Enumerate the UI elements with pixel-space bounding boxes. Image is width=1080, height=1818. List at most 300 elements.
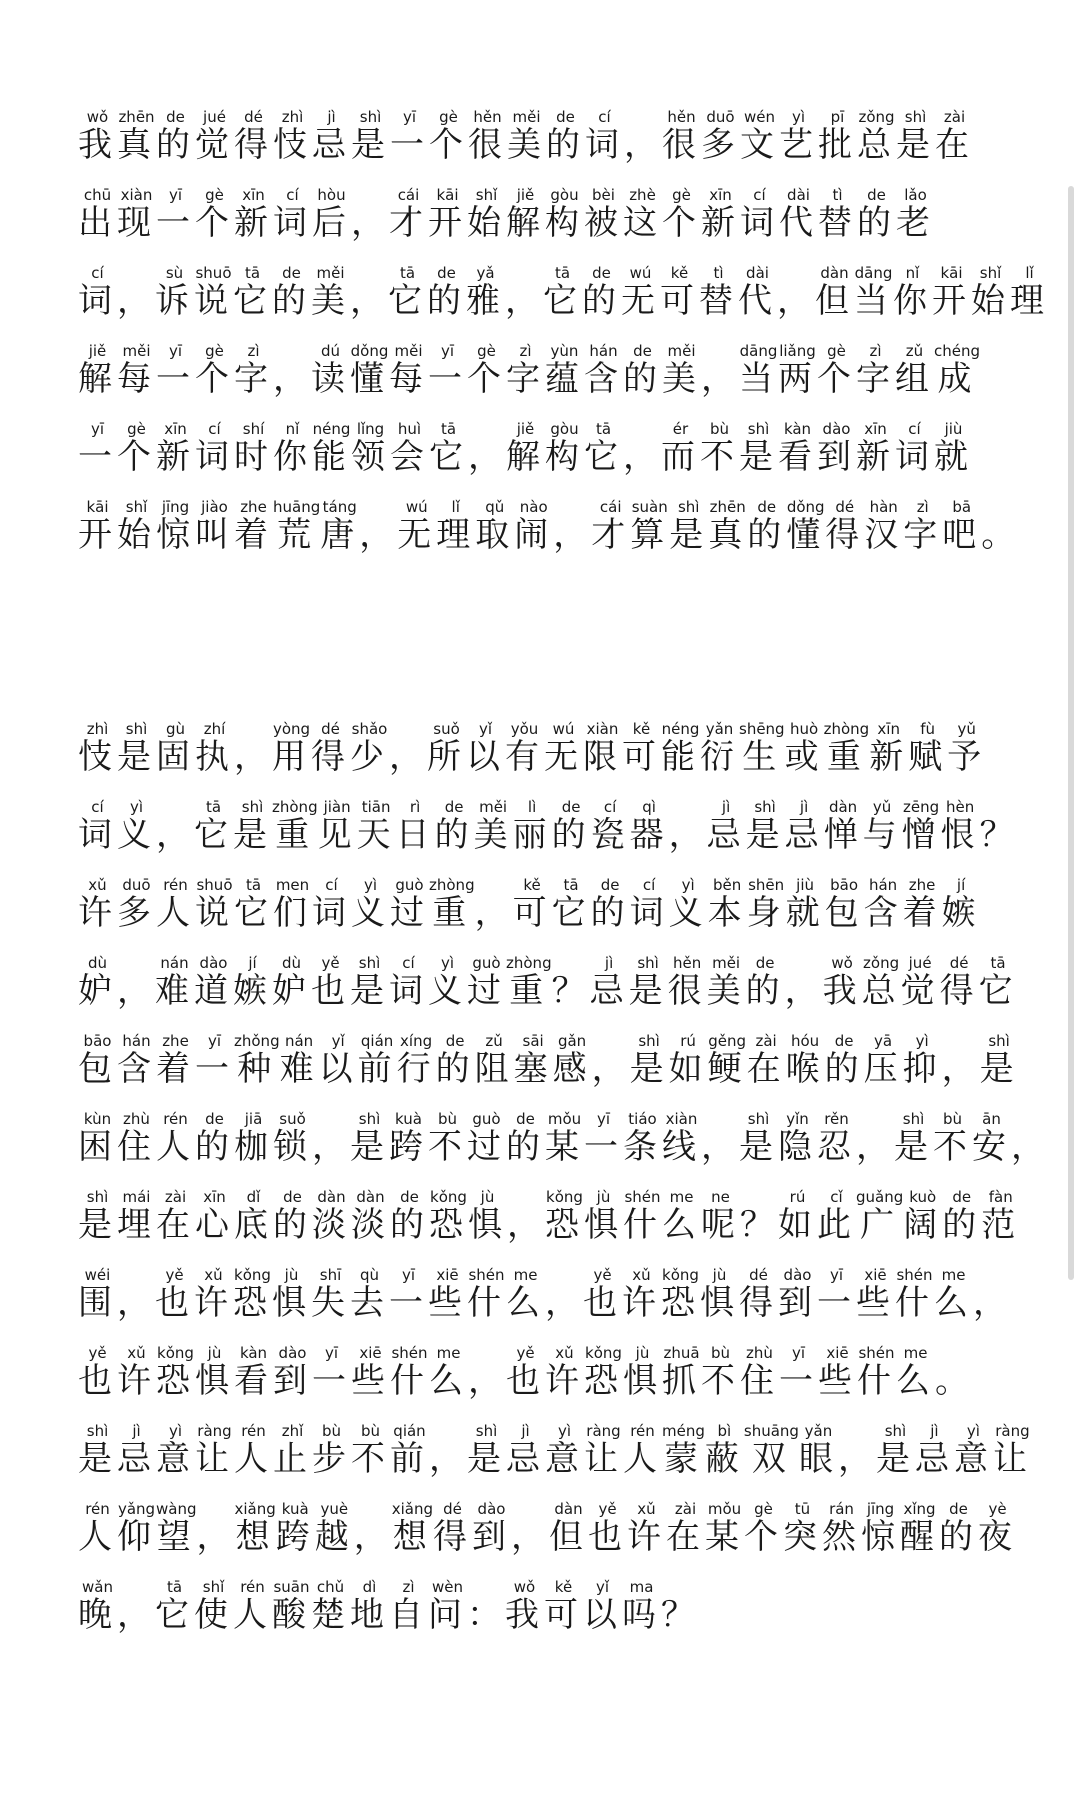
- hanzi: 夜: [978, 1517, 1017, 1557]
- ruby-char: [903, 498, 943, 555]
- ruby-char: [584, 1422, 623, 1479]
- ruby-char: [195, 342, 234, 399]
- hanzi: 什: [857, 1361, 896, 1401]
- pinyin: huò: [784, 720, 824, 738]
- hanzi: 止: [273, 1439, 312, 1479]
- pinyin: xǔ: [622, 1266, 661, 1284]
- ruby-char: [934, 342, 981, 399]
- pinyin: bāo: [824, 876, 864, 894]
- pinyin: gè: [662, 186, 701, 204]
- pinyin: bù: [700, 420, 739, 438]
- pinyin: zhe: [234, 498, 273, 516]
- ruby-char: [745, 798, 785, 855]
- ruby-char: [467, 342, 506, 399]
- pinyin: cí: [78, 264, 117, 282]
- ruby-char: [662, 342, 701, 399]
- pinyin: jì: [914, 1422, 954, 1440]
- hanzi: 某: [705, 1517, 744, 1557]
- hanzi: 但: [815, 281, 854, 321]
- ruby-char: [863, 876, 903, 933]
- ruby-char: [311, 342, 350, 399]
- pinyin: de: [551, 798, 591, 816]
- ruby-char: [78, 1500, 117, 1557]
- hanzi: 惧: [195, 1361, 234, 1401]
- hanzi: 解: [506, 437, 545, 477]
- punctuation: [545, 1283, 583, 1323]
- ruby-char: [156, 1032, 195, 1089]
- hanzi: 词: [312, 893, 351, 933]
- ruby-char: [117, 1110, 156, 1167]
- pinyin: shì: [745, 798, 785, 816]
- ruby-char: [155, 954, 194, 1011]
- punctuation: [623, 437, 661, 477]
- punctuation: [505, 281, 543, 321]
- pinyin: tiān: [356, 798, 396, 816]
- hanzi: 得: [825, 515, 865, 555]
- text-line: [78, 344, 1008, 422]
- ruby-char: [272, 954, 311, 1011]
- hanzi: ，: [511, 1517, 549, 1557]
- hanzi: 忮: [273, 125, 312, 165]
- pinyin: de: [939, 1500, 978, 1518]
- hanzi: 义: [668, 893, 708, 933]
- pinyin: de: [824, 1032, 864, 1050]
- pinyin: kǒng: [661, 1266, 700, 1284]
- hanzi: 么: [662, 1205, 701, 1245]
- ruby-char: [862, 798, 902, 855]
- hanzi: 以: [466, 737, 505, 777]
- pinyin: lǐ: [436, 498, 476, 516]
- hanzi: 个: [195, 359, 234, 399]
- hanzi: 忌: [914, 1439, 954, 1479]
- ruby-char: [662, 1344, 701, 1401]
- hanzi: 算: [630, 515, 670, 555]
- pinyin: cí: [590, 798, 630, 816]
- hanzi: 代: [779, 203, 818, 243]
- pinyin: nán: [279, 1032, 319, 1050]
- text-line: [78, 1500, 1017, 1580]
- pinyin: kùn: [78, 1110, 117, 1128]
- ruby-char: [272, 264, 311, 321]
- ruby-char: [117, 798, 156, 855]
- hanzi: 恨: [940, 815, 980, 855]
- pinyin: shì: [628, 954, 668, 972]
- hanzi: 构: [545, 437, 584, 477]
- ruby-char: [629, 876, 669, 933]
- pinyin: jīng: [861, 1500, 900, 1518]
- ruby-char: [350, 954, 389, 1011]
- pinyin: tā: [233, 264, 272, 282]
- ruby-char: [273, 876, 312, 933]
- hanzi: ，: [351, 203, 389, 243]
- pinyin: yì: [779, 108, 818, 126]
- ruby-char: [896, 108, 935, 165]
- ruby-char: [701, 1188, 740, 1245]
- pinyin: zhí: [195, 720, 234, 738]
- pinyin: jué: [195, 108, 234, 126]
- scrollbar[interactable]: [1068, 186, 1074, 1280]
- hanzi: 人: [156, 893, 195, 933]
- ruby-char: [979, 1032, 1019, 1089]
- hanzi: 许: [627, 1517, 666, 1557]
- ruby-char: [117, 1344, 156, 1401]
- ruby-char: [275, 1500, 315, 1557]
- ruby-char: [701, 1344, 740, 1401]
- hanzi: 雅: [466, 281, 505, 321]
- hanzi: 新: [856, 437, 895, 477]
- hanzi: 是: [628, 971, 668, 1011]
- ruby-char: [666, 1500, 705, 1557]
- hanzi: 在: [746, 1049, 786, 1089]
- hanzi: 词: [389, 971, 428, 1011]
- pinyin: mái: [117, 1188, 156, 1206]
- pinyin: shuō: [195, 876, 234, 894]
- pinyin: jì: [506, 1422, 545, 1440]
- ruby-char: [272, 1578, 311, 1635]
- ruby-char: [981, 1188, 1021, 1245]
- pinyin: mǒu: [705, 1500, 744, 1518]
- pinyin: duō: [701, 108, 740, 126]
- pinyin: dào: [778, 1266, 817, 1284]
- hanzi: 么: [896, 1361, 935, 1401]
- pinyin: zài: [935, 108, 974, 126]
- hanzi: 是: [896, 125, 935, 165]
- text-line: [78, 498, 1020, 578]
- hanzi: 锁: [273, 1127, 312, 1167]
- hanzi: 着: [156, 1049, 195, 1089]
- ruby-char: [934, 420, 973, 477]
- ruby-char: [429, 876, 475, 933]
- pinyin: huì: [390, 420, 429, 438]
- hanzi: 抓: [662, 1361, 701, 1401]
- hanzi: 意: [156, 1439, 195, 1479]
- hanzi: ，: [429, 1439, 467, 1479]
- hanzi: 惧: [700, 1283, 739, 1323]
- pinyin: suǒ: [273, 1110, 312, 1128]
- ruby-char: [78, 108, 117, 165]
- ruby-char: [854, 264, 893, 321]
- pinyin: yī: [779, 1344, 818, 1362]
- punctuation: [553, 515, 591, 555]
- text-line: [78, 1110, 1049, 1190]
- hanzi: 是: [894, 1127, 933, 1167]
- hanzi: 惮: [823, 815, 863, 855]
- ruby-char: [706, 798, 746, 855]
- ruby-char: [622, 1578, 661, 1635]
- pinyin: de: [747, 498, 787, 516]
- pinyin: me: [429, 1344, 468, 1362]
- ruby-char: [117, 1032, 156, 1089]
- ruby-char: [544, 720, 583, 777]
- ruby-char: [390, 876, 429, 933]
- hanzi: 始: [971, 281, 1010, 321]
- text-line: [78, 422, 1008, 500]
- ruby-char: [902, 876, 942, 933]
- pinyin: yì: [156, 1422, 195, 1440]
- ruby-char: [117, 342, 156, 399]
- pinyin: dài: [738, 264, 777, 282]
- pinyin: yī: [817, 1266, 856, 1284]
- hanzi: 广: [856, 1205, 904, 1245]
- hanzi: 我: [822, 971, 862, 1011]
- ruby-char: [939, 1500, 978, 1557]
- pinyin: cái: [591, 498, 631, 516]
- scrollbar-thumb[interactable]: [1068, 186, 1074, 1280]
- hanzi: 词: [273, 203, 312, 243]
- hanzi: 忌: [589, 971, 629, 1011]
- hanzi: 开: [78, 515, 117, 555]
- pinyin: xǔ: [194, 1266, 233, 1284]
- pinyin: yì: [428, 954, 467, 972]
- ruby-char: [467, 1110, 506, 1167]
- pinyin: jiù: [785, 876, 825, 894]
- pinyin: zǔ: [895, 342, 934, 360]
- ruby-char: [195, 1188, 234, 1245]
- ruby-char: [932, 264, 971, 321]
- pinyin: dé: [433, 1500, 472, 1518]
- hanzi: 隐: [778, 1127, 817, 1167]
- ruby-char: [156, 420, 195, 477]
- pinyin: dàn: [351, 1188, 390, 1206]
- hanzi: 使: [194, 1595, 233, 1635]
- ruby-char: [623, 186, 662, 243]
- hanzi: 自: [389, 1595, 428, 1635]
- hanzi: 固: [156, 737, 195, 777]
- hanzi: 艺: [779, 125, 818, 165]
- hanzi: 个: [817, 359, 856, 399]
- punctuation: [156, 815, 194, 855]
- hanzi: 惊: [861, 1517, 900, 1557]
- pinyin: rěn: [817, 1110, 856, 1128]
- ruby-char: [466, 264, 505, 321]
- hanzi: 妒: [78, 971, 117, 1011]
- hanzi: 的: [195, 1127, 234, 1167]
- pinyin: jù: [623, 1344, 662, 1362]
- hanzi: 的: [590, 893, 630, 933]
- pinyin: xǔ: [117, 1344, 156, 1362]
- ruby-char: [512, 798, 552, 855]
- ruby-char: [273, 1344, 312, 1401]
- ruby-char: [311, 1266, 350, 1323]
- pinyin: ràng: [584, 1422, 623, 1440]
- hanzi: 是: [875, 1439, 915, 1479]
- hanzi: 条: [623, 1127, 662, 1167]
- hanzi: 限: [583, 737, 622, 777]
- hanzi: 阻: [474, 1049, 514, 1089]
- pinyin: nào: [514, 498, 554, 516]
- pinyin: zhù: [117, 1110, 156, 1128]
- ruby-char: [194, 1578, 233, 1635]
- pinyin: lǎo: [896, 186, 935, 204]
- ruby-char: [195, 108, 234, 165]
- hanzi: 与: [862, 815, 902, 855]
- pinyin: de: [623, 342, 662, 360]
- hanzi: 。: [935, 1361, 973, 1401]
- pinyin: tì: [818, 186, 857, 204]
- ruby-char: [900, 954, 940, 1011]
- hanzi: 包: [824, 893, 864, 933]
- pinyin: yè: [978, 1500, 1017, 1518]
- hanzi: 恐: [584, 1361, 623, 1401]
- pinyin: shī: [311, 1266, 350, 1284]
- pinyin: shēng: [739, 720, 785, 738]
- pinyin: tū: [783, 1500, 822, 1518]
- ruby-char: [156, 876, 195, 933]
- pinyin: liǎng: [778, 342, 817, 360]
- text-line: [78, 1188, 1021, 1268]
- hanzi: ，: [359, 515, 398, 555]
- hanzi: 范: [981, 1205, 1021, 1245]
- ruby-char: [778, 1188, 817, 1245]
- pinyin: hěn: [662, 108, 701, 126]
- hanzi: 是: [739, 437, 778, 477]
- hanzi: 在: [935, 125, 974, 165]
- pinyin: de: [582, 264, 621, 282]
- hanzi: 蒙: [662, 1439, 705, 1479]
- hanzi: ？: [551, 971, 590, 1011]
- ruby-char: [700, 1266, 739, 1323]
- hanzi: 前: [357, 1049, 397, 1089]
- hanzi: 不: [351, 1439, 390, 1479]
- ruby-char: [351, 108, 390, 165]
- hanzi: 予: [947, 737, 987, 777]
- hanzi: 跨: [275, 1517, 315, 1557]
- ruby-char: [739, 342, 778, 399]
- ruby-char: [630, 498, 670, 555]
- ruby-char: [314, 1500, 354, 1557]
- hanzi: 仰: [117, 1517, 156, 1557]
- hanzi: 现: [117, 203, 156, 243]
- hanzi: 让: [195, 1439, 234, 1479]
- text-line: [78, 1266, 1011, 1346]
- pinyin: de: [427, 264, 466, 282]
- hanzi: 所: [427, 737, 466, 777]
- ruby-char: [662, 1422, 705, 1479]
- text-line: [78, 1580, 1008, 1658]
- pinyin: jué: [900, 954, 940, 972]
- pinyin: cí: [585, 108, 624, 126]
- hanzi: ，: [474, 893, 513, 933]
- pinyin: dài: [779, 186, 818, 204]
- ruby-char: [778, 342, 817, 399]
- ruby-char: [582, 264, 621, 321]
- ruby-char: [468, 108, 507, 165]
- hanzi: 个: [195, 203, 234, 243]
- ruby-char: [785, 1032, 825, 1089]
- pinyin: kuà: [389, 1110, 428, 1128]
- pinyin: shuō: [194, 264, 233, 282]
- ruby-char: [935, 108, 974, 165]
- ruby-char: [357, 1032, 397, 1089]
- punctuation: [935, 1361, 973, 1401]
- hanzi: 可: [660, 281, 699, 321]
- ruby-char: [746, 1032, 786, 1089]
- pinyin: zǔ: [474, 1032, 514, 1050]
- ruby-char: [78, 798, 117, 855]
- punctuation: [511, 1517, 549, 1557]
- paragraph: [78, 108, 1049, 578]
- hanzi: 醒: [900, 1517, 939, 1557]
- hanzi: 字: [234, 359, 273, 399]
- hanzi: 词: [78, 815, 117, 855]
- pinyin: dàn: [823, 798, 863, 816]
- ruby-char: [506, 954, 552, 1011]
- pinyin: xiàn: [662, 1110, 701, 1128]
- ruby-char: [940, 798, 980, 855]
- hanzi: 得: [939, 971, 979, 1011]
- pinyin: shì: [78, 1188, 117, 1206]
- ruby-char: [474, 1032, 514, 1089]
- ruby-char: [514, 498, 554, 555]
- hanzi: 什: [623, 1205, 662, 1245]
- hanzi: 忍: [817, 1127, 856, 1167]
- hanzi: 始: [467, 203, 506, 243]
- pinyin: xiē: [818, 1344, 857, 1362]
- ruby-char: [856, 342, 895, 399]
- pinyin: xǔ: [78, 876, 117, 894]
- hanzi: 以: [583, 1595, 622, 1635]
- ruby-char: [117, 420, 156, 477]
- hanzi: 人: [234, 1439, 273, 1479]
- ruby-char: [389, 1266, 428, 1323]
- hanzi: 鲠: [707, 1049, 747, 1089]
- pinyin: wǒ: [822, 954, 862, 972]
- ruby-char: [194, 798, 233, 855]
- ruby-char: [822, 1500, 861, 1557]
- punctuation: [624, 125, 662, 165]
- pinyin: dào: [817, 420, 856, 438]
- hanzi: 或: [784, 737, 824, 777]
- hanzi: ，: [389, 737, 427, 777]
- ruby-char: [234, 1032, 280, 1089]
- hanzi: 始: [117, 515, 156, 555]
- hanzi: 就: [785, 893, 825, 933]
- hanzi: 然: [822, 1517, 861, 1557]
- pinyin: xiàn: [117, 186, 156, 204]
- ruby-char: [155, 1266, 194, 1323]
- pinyin: de: [590, 876, 630, 894]
- ruby-char: [947, 720, 987, 777]
- hanzi: 到: [472, 1517, 511, 1557]
- hanzi: 恐: [429, 1205, 468, 1245]
- punctuation: [777, 281, 815, 321]
- ruby-char: [468, 1188, 507, 1245]
- hanzi: 住: [117, 1127, 156, 1167]
- ruby-char: [395, 798, 435, 855]
- hanzi: 到: [273, 1361, 312, 1401]
- ruby-char: [778, 1266, 817, 1323]
- ruby-char: [856, 1188, 904, 1245]
- hanzi: 个: [429, 125, 468, 165]
- ruby-char: [436, 498, 476, 555]
- pinyin: cí: [273, 186, 312, 204]
- hanzi: ，: [701, 1127, 739, 1167]
- pinyin: yī: [389, 1266, 428, 1284]
- hanzi: 个: [117, 437, 156, 477]
- ruby-char: [939, 954, 979, 1011]
- ruby-char: [901, 798, 941, 855]
- pinyin: shén: [467, 1266, 506, 1284]
- pinyin: yě: [583, 1266, 622, 1284]
- hanzi: 一: [195, 1049, 234, 1089]
- ruby-char: [784, 798, 824, 855]
- hanzi: 含: [863, 893, 903, 933]
- ruby-char: [545, 1422, 584, 1479]
- hanzi: 它: [543, 281, 582, 321]
- ruby-char: [351, 420, 390, 477]
- hanzi: 叫: [195, 515, 234, 555]
- pinyin: shén: [390, 1344, 429, 1362]
